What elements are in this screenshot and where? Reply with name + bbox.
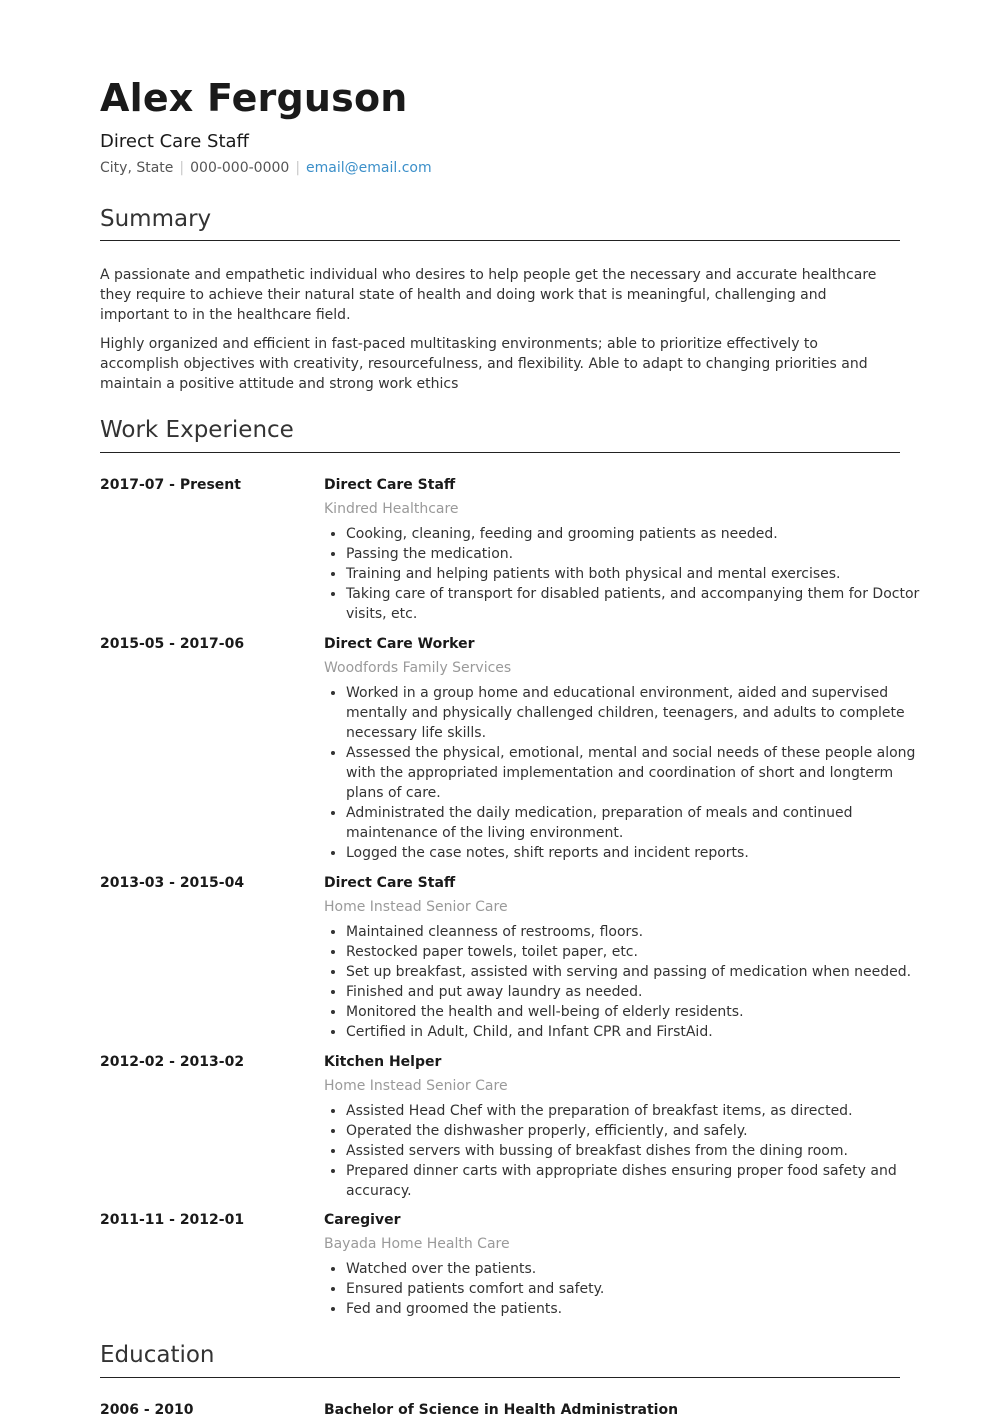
candidate-name: Alex Ferguson [100,76,408,120]
list-item: • Operated the dishwasher properly, efficiently, and safely. [346,1121,922,1141]
list-item: • Prepared dinner carts with appropriate dishes ensuring proper food safety and accuracy. [346,1161,922,1201]
list-item: • Worked in a group home and educational environment, aided and supervised mentally and physically challenged children, teenagers, and adults to complete necessary life skills. [346,683,922,743]
job-role: Direct Care Staff [324,477,456,493]
list-item: • Administrated the daily medication, preparation of meals and continued maintenance of the living environment. [346,803,922,843]
job-role: Direct Care Staff [324,875,456,891]
job-bullets [324,1101,922,1201]
job-bullets [324,922,922,1042]
job-dates: 2017-07 - Present [100,477,241,493]
job-company: Bayada Home Health Care [324,1236,510,1252]
list-item: • Logged the case notes, shift reports and incident reports. [346,843,922,863]
list-item: • Taking care of transport for disabled patients, and accompanying them for Doctor visits, etc. [346,584,922,624]
job-dates: 2012-02 - 2013-02 [100,1054,245,1070]
contact-email-link[interactable]: email@email.com [306,160,432,176]
job-company: Home Instead Senior Care [324,1078,508,1094]
summary-paragraph: A passionate and empathetic individual who desires to help people get the necessary and accurate healthcare they require to achieve their natural state of health and doing work that is meaningful, challenging and important to in the healthcare field. [100,267,877,323]
list-item: • Cooking, cleaning, feeding and grooming patients as needed. [346,524,922,544]
list-item: • Monitored the health and well-being of elderly residents. [346,1002,922,1022]
job-company: Kindred Healthcare [324,501,459,517]
job-bullets [324,524,922,624]
summary-heading: Summary [100,206,900,241]
list-item: • Training and helping patients with both physical and mental exercises. [346,564,922,584]
list-item: • Restocked paper towels, toilet paper, etc. [346,942,922,962]
contact-phone: 000-000-0000 [190,160,290,176]
job-role: Direct Care Worker [324,636,475,652]
list-item: • Assisted servers with bussing of breakfast dishes from the dining room. [346,1141,922,1161]
candidate-title: Direct Care Staff [100,131,249,152]
education-degree: Bachelor of Science in Health Administration [324,1402,679,1418]
work-experience-heading: Work Experience [100,417,900,453]
job-dates: 2015-05 - 2017-06 [100,636,245,652]
job-role: Kitchen Helper [324,1054,442,1070]
list-item: • Set up breakfast, assisted with serving and passing of medication when needed. [346,962,922,982]
job-dates: 2013-03 - 2015-04 [100,875,245,891]
contact-line [100,160,432,176]
job-company: Woodfords Family Services [324,660,512,676]
list-item: • Ensured patients comfort and safety. [346,1279,922,1299]
job-bullets [324,683,922,863]
job-dates: 2011-11 - 2012-01 [100,1212,245,1228]
job-role: Caregiver [324,1212,401,1228]
list-item: • Assessed the physical, emotional, mental and social needs of these people along with the appropriated implementation and coordination of short and longterm plans of care. [346,743,922,803]
contact-location: City, State [100,160,174,176]
list-item: • Certified in Adult, Child, and Infant CPR and FirstAid. [346,1022,922,1042]
list-item: • Finished and put away laundry as needed. [346,982,922,1002]
list-item: • Watched over the patients. [346,1259,922,1279]
job-bullets [324,1259,922,1319]
job-company: Home Instead Senior Care [324,899,508,915]
summary-paragraph: Highly organized and efficient in fast-paced multitasking environments; able to prioritize effectively to accomplish objectives with creativity, resourcefulness, and flexibility. Able to adapt to changing priorities and maintain a positive attitude and strong work ethics [100,336,868,392]
education-dates: 2006 - 2010 [100,1402,194,1418]
contact-separator: | [295,160,301,176]
list-item: • Maintained cleanness of restrooms, floors. [346,922,922,942]
list-item: • Fed and groomed the patients. [346,1299,922,1319]
education-heading: Education [100,1342,900,1378]
contact-separator: | [179,160,185,176]
list-item: • Passing the medication. [346,544,922,564]
list-item: • Assisted Head Chef with the preparation of breakfast items, as directed. [346,1101,922,1121]
